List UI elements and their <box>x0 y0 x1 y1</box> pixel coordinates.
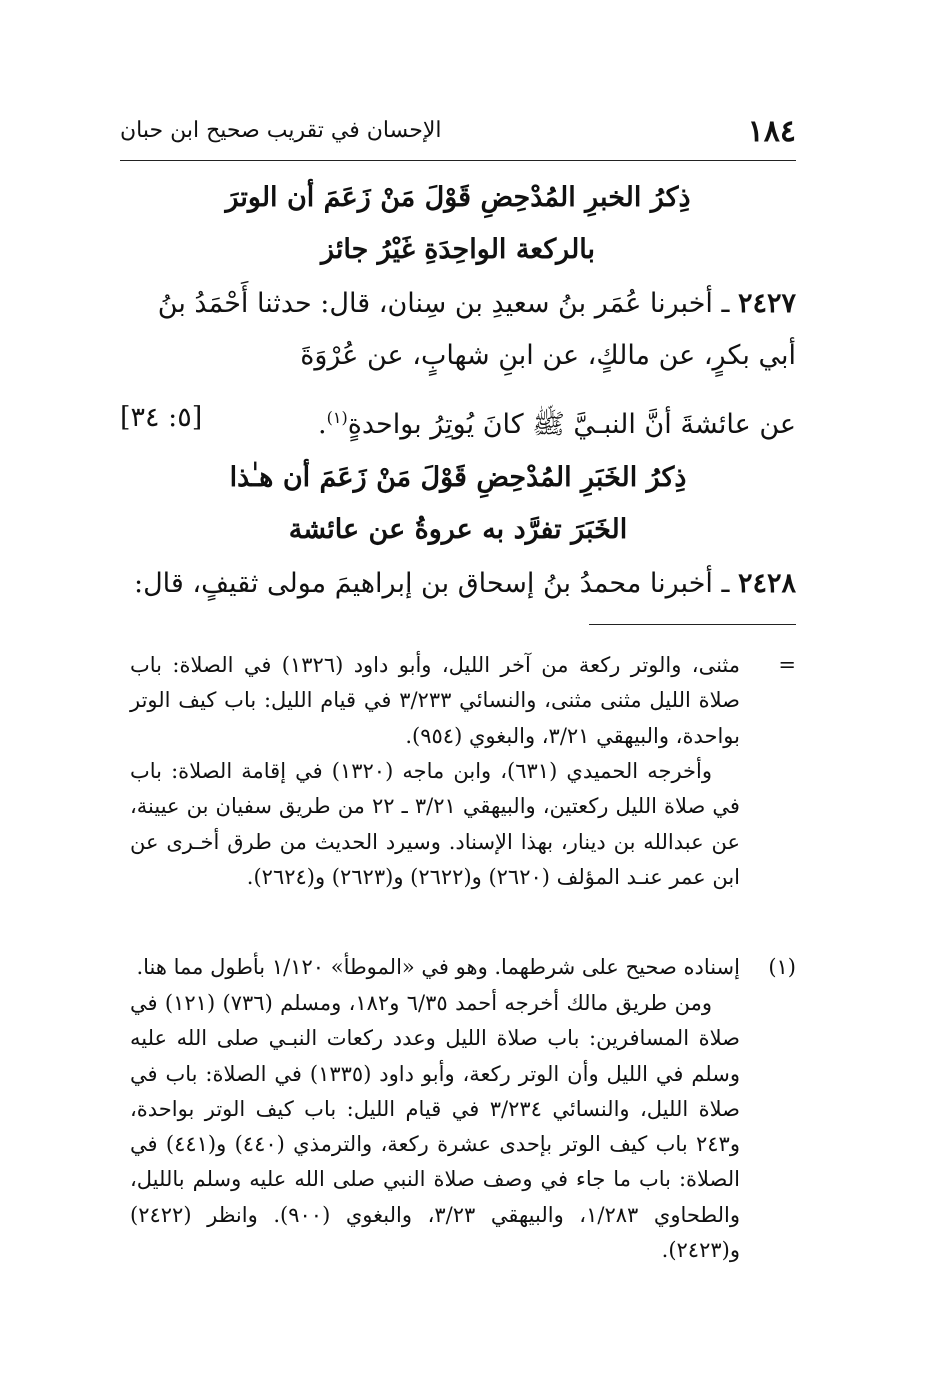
footnote-1-mark: (١) <box>768 955 796 979</box>
source-reference: [٥: ٣٤] <box>120 402 203 433</box>
footnote-1-cont <box>130 986 796 1268</box>
chapter-heading-1 <box>120 172 796 276</box>
page-number: ١٨٤ <box>747 114 796 149</box>
continuation-mark: = <box>778 653 796 677</box>
document-page: ١٨٤ الإحسان في تقريب صحيح ابن حبان ذِكرُ الخبرِ المُدْحِضِ قَوْلَ مَنْ زَعَمَ أن الوترَ بالركعة الواحِدَةِ غَيْرُ جائز ٢٤٢٧ ـ أخبرنا عُمَر بنُ سعيدِ بن سِنان، قال: حدثنا أَحْمَدُ بنُ أبي بكرٍ، عن مالكٍ، عن ابنِ شهابٍ، عن عُرْوَةَ عن عائشةَ أنَّ النبـيَّ ﷺ كانَ يُوتِرُ بواحدةٍ$^{(١)}$. [٥: ٣٤] ذِكرُ الخَبَرِ المُدْحِضِ قَوْلَ مَنْ زَعَمَ أن هـٰذا الخَبَرَ تفرَّد به عروةُ عن عائشة ٢٤٢٨ ـ أخبرنا محمدُ بنُ إسحاق بن إبراهيمَ مولى ثقيفٍ، قال: = مثنى، والوتر ركعة من آخر الليل، وأبو داود (١٣٢٦) في الصلاة: باب صلاة الليل مثنى مثنى، والنسائي ٣/٢٣٣ في قيام الليل: باب كيف الوتر بواحدة، والبيهقي ٣/٢١، والبغوي (٩٥٤). وأخرجه الحميدي (٦٣١)، وابن ماجه (١٣٢٠) في إقامة الصلاة: باب في صلاة الليل ركعتين، والبيهقي ٣/٢١ ـ ٢٢ من طريق سفيان بن عيينة، عن عبدالله بن دينار، بهذا الإسناد. وسيرد الحديث من طرق أخـرى عن ابن عمر عنـد المؤلف (٢٦٢٠) و(٢٦٢٢) و(٢٦٢٣) و(٢٦٢٤). (١) إسناده صحيح على شرطهما. وهو في «الموطأ» ١/١٢٠ بأطول مما هنا. ومن طريق مالك أخرجه أحمد ٦/٣٥ و١٨٢، ومسلم (٧٣٦) (١٢١) في صلاة المسافرين: باب صلاة الليل وعدد ركعات النبـي صلى الله عليه وسلم في الليل وأن الوتر ركعة، وأبو داود (١٣٣٥) في الصلاة: باب في صلاة الليل، والنسائي ٣/٢٣٤ في قيام الليل: باب كيف الوتر بواحدة، و٢٤٣ باب كيف الوتر بإحدى عشرة ركعة، والترمذي (٤٤٠) و(٤٤١) في الصلاة: باب ما جاء في وصف صلاة النبي صلى الله عليه وسلم بالليل، والطحاوي ١/٢٨٣، والبيهقي ٣/٢٣، والبغوي (٩٠٠). وانظر (٢٤٢٢) و(٢٤٢٣). <box>0 0 944 1378</box>
footnote-continuation <box>130 648 796 754</box>
footnote-continuation-text: مثنى، والوتر ركعة من آخر الليل، وأبو داود (١٣٢٦) في الصلاة: باب صلاة الليل مثنى مثنى، والنسائي ٣/٢٣٣ في قيام الليل: باب كيف الوتر بواحدة، والبيهقي ٣/٢١، والبغوي (٩٥٤). <box>130 653 741 748</box>
hadith-2427-isnad <box>120 278 796 382</box>
hadith-2428 <box>120 558 796 610</box>
hadith-2427-line-2: أبي بكرٍ، عن مالكٍ، عن ابنِ شهابٍ، عن عُرْوَةَ <box>300 340 796 371</box>
header-rule <box>120 160 796 161</box>
heading-1-line-2: بالركعة الواحِدَةِ غَيْرُ جائز <box>320 234 596 265</box>
hadith-2427-matn-text: عن عائشةَ أنَّ النبـيَّ ﷺ كانَ يُوتِرُ بواحدةٍ <box>347 409 796 440</box>
heading-1-line-1: ذِكرُ الخبرِ المُدْحِضِ قَوْلَ مَنْ زَعَمَ أن الوترَ <box>225 182 691 213</box>
heading-2-line-1: ذِكرُ الخَبَرِ المُدْحِضِ قَوْلَ مَنْ زَعَمَ أن هـٰذا <box>229 462 687 493</box>
hadith-2428-text: ـ أخبرنا محمدُ بنُ إسحاق بن إبراهيمَ مولى ثقيفٍ، قال: <box>133 568 730 599</box>
footnote-1-text: إسناده صحيح على شرطهما. وهو في «الموطأ» ١/١٢٠ بأطول مما هنا. <box>136 955 740 979</box>
footnote-ref-1[interactable]: (١) <box>326 408 348 427</box>
footnote-1-text-2: ومن طريق مالك أخرجه أحمد ٦/٣٥ و١٨٢، ومسلم (٧٣٦) (١٢١) في صلاة المسافرين: باب صلاة الليل وعدد ركعات النبـي صلى الله عليه وسلم في الليل وأن الوتر ركعة، وأبو داود (١٣٣٥) في الصلاة: باب في صلاة الليل، والنسائي ٣/٢٣٤ في قيام الليل: باب كيف الوتر بواحدة، و٢٤٣ باب كيف الوتر بإحدى عشرة ركعة، والترمذي (٤٤٠) و(٤٤١) في الصلاة: باب ما جاء في وصف صلاة النبي صلى الله عليه وسلم بالليل، والطحاوي ١/٢٨٣، والبيهقي ٣/٢٣، والبغوي (٩٠٠). وانظر (٢٤٢٢) و(٢٤٢٣). <box>130 991 741 1263</box>
page-header <box>120 112 796 154</box>
hadith-number-2428: ٢٤٢٨ <box>737 568 796 599</box>
hadith-number-2427: ٢٤٢٧ <box>737 288 796 319</box>
hadith-2427-line-1: ـ أخبرنا عُمَر بنُ سعيدِ بن سِنان، قال: حدثنا أَحْمَدُ بنُ <box>157 288 730 319</box>
footnote-continuation-2 <box>130 754 796 895</box>
book-title: الإحسان في تقريب صحيح ابن حبان <box>120 118 442 143</box>
footnote-continuation-text-2: وأخرجه الحميدي (٦٣١)، وابن ماجه (١٣٢٠) في إقامة الصلاة: باب في صلاة الليل ركعتين، والبيهقي ٣/٢١ ـ ٢٢ من طريق سفيان بن عيينة، عن عبدالله بن دينار، بهذا الإسناد. وسيرد الحديث من طرق أخـرى عن ابن عمر عنـد المؤلف (٢٦٢٠) و(٢٦٢٢) و(٢٦٢٣) و(٢٦٢٤). <box>130 759 740 889</box>
heading-2-line-2: الخَبَرَ تفرَّد به عروةُ عن عائشة <box>288 514 628 545</box>
footnote-1 <box>130 950 796 985</box>
chapter-heading-2 <box>120 452 796 556</box>
footnote-rule <box>589 624 796 625</box>
